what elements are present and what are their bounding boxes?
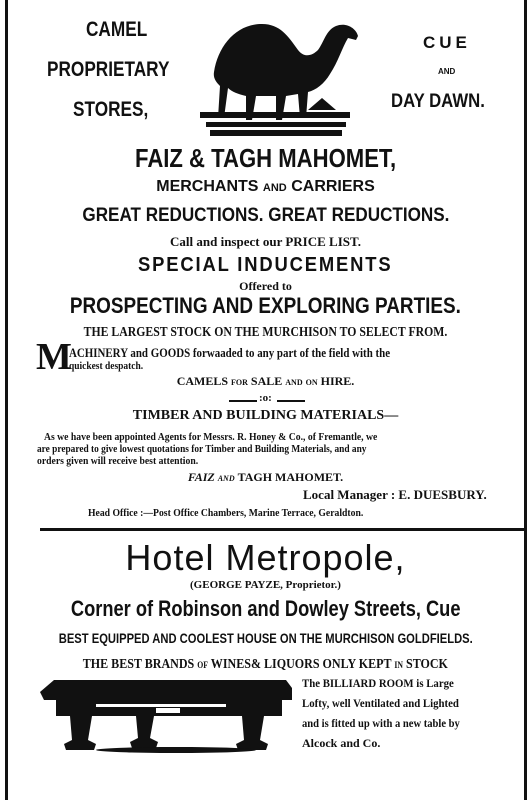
signature-line (0, 470, 531, 485)
divider-mark: :o: (259, 392, 272, 404)
brands-part-1: THE BEST BRANDS (82, 657, 195, 672)
agents-line-3: orders given will receive best attention. (37, 455, 199, 467)
head-office: Head Office :—Post Office Chambers, Marine Terrace, Geraldton. (88, 507, 364, 519)
machinery-line-2: quickest despatch. (69, 360, 144, 372)
timber-heading (0, 408, 531, 424)
billiard-line-4: Alcock and Co. (302, 736, 381, 750)
store-name-line-3: STORES, (73, 98, 149, 121)
hotel-name-text: Hotel Metropole, (125, 537, 406, 578)
machinery-line-1: ACHINERY and GOODS forwaaded to any part of the field with the (69, 345, 391, 360)
merchants-and: AND (262, 182, 287, 194)
offered-to-text: Offered to (239, 279, 292, 293)
merchants-line (0, 178, 531, 196)
local-manager: Local Manager : E. DUESBURY. (303, 487, 487, 502)
carriers-word: CARRIERS (291, 178, 375, 195)
store-name-line-1: CAMEL (86, 18, 148, 41)
firm-name (0, 143, 531, 174)
special-inducements-text: SPECIAL INDUCEMENTS (138, 254, 393, 276)
prospecting-line (0, 293, 531, 319)
hotel-proprietor-text: (GEORGE PAYZE, Proprietor.) (190, 579, 341, 591)
timber-heading-text: TIMBER AND BUILDING MATERIALS— (132, 408, 399, 423)
divider-right (277, 400, 305, 402)
camels-and: AND (285, 378, 303, 387)
town-and: AND (438, 67, 456, 76)
best-equipped (0, 630, 531, 648)
price-list-line (0, 234, 531, 250)
price-list-text: Call and inspect our PRICE LIST. (170, 234, 361, 249)
machinery-initial: M (36, 336, 72, 378)
agents-line-2: are prepared to give lowest quotations for Timber and Building Materials, and any (37, 443, 367, 455)
camel-icon (200, 12, 362, 140)
divider-left (229, 400, 257, 402)
advertisement-separator (40, 528, 524, 531)
camels-hire: HIRE. (320, 374, 355, 388)
hotel-proprietor (0, 579, 531, 591)
largest-stock-text: THE LARGEST STOCK ON THE MURCHISON TO SELECT FROM. (83, 325, 448, 340)
town-day-dawn: DAY DAWN. (391, 91, 485, 112)
brands-in: IN (394, 660, 404, 670)
firm-name-text: FAIZ & TAGH MAHOMET, (134, 143, 397, 173)
camels-word: CAMELS (176, 374, 229, 388)
store-name-line-2: PROPRIETARY (47, 58, 170, 81)
column-rule-left (5, 0, 8, 800)
agents-line-1: As we have been appointed Agents for Messrs. R. Honey & Co., of Fremantle, we (44, 431, 378, 443)
camels-line (0, 374, 531, 389)
best-brands-text (83, 657, 448, 673)
merchants-word: MERCHANTS (156, 178, 259, 195)
camels-sale: SALE (250, 374, 283, 388)
billiard-line-3: and is fitted up with a new table by (302, 716, 460, 730)
offered-to (0, 279, 531, 294)
signature-tagh-mahomet: TAGH MAHOMET. (237, 470, 344, 484)
special-inducements (0, 254, 531, 277)
brands-part-2: WINES& LIQUORS ONLY KEPT (210, 657, 392, 672)
largest-stock-line (0, 323, 531, 341)
signature-and: AND (217, 474, 235, 483)
camels-for: FOR (231, 378, 248, 387)
camels-on: ON (305, 378, 318, 387)
billiard-line-1: The BILLIARD ROOM is Large (302, 676, 454, 690)
billiard-table-icon (36, 678, 298, 758)
reductions-text: GREAT REDUCTIONS. GREAT REDUCTIONS. (81, 205, 450, 226)
reductions-line (0, 205, 531, 227)
billiard-line-2: Lofty, well Ventilated and Lighted (302, 696, 459, 710)
town-cue: CUE (423, 33, 471, 52)
hotel-name (0, 537, 531, 579)
best-brands-line (0, 655, 531, 673)
prospecting-text: PROSPECTING AND EXPLORING PARTIES. (69, 293, 462, 318)
signature-faiz: FAIZ (187, 470, 215, 484)
best-equipped-text: BEST EQUIPPED AND COOLEST HOUSE ON THE MURCHISON GOLDFIELDS. (58, 630, 473, 646)
hotel-corner (0, 596, 531, 622)
brands-part-3: STOCK (406, 657, 449, 672)
brands-of: OF (197, 660, 209, 670)
column-rule-right (524, 0, 527, 800)
hotel-corner-text: Corner of Robinson and Dowley Streets, Cue (70, 596, 461, 621)
